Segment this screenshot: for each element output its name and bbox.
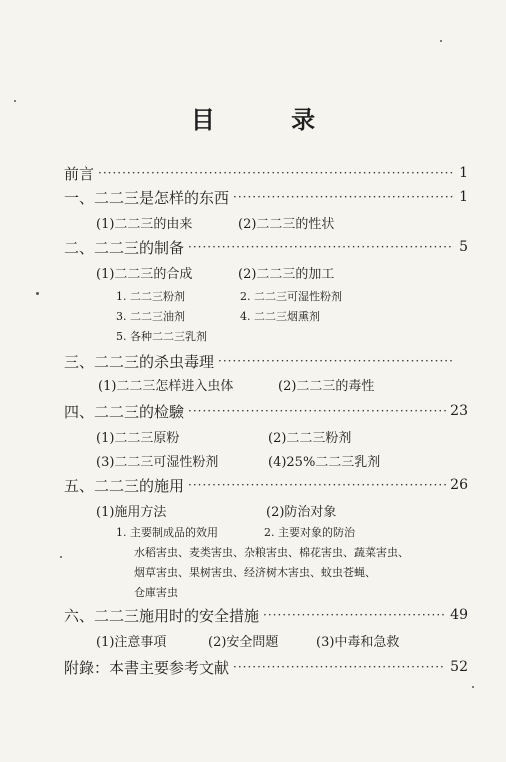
subentry-4-1: (1)二二三原粉	[96, 430, 180, 446]
subentry-3-1: (1)二二三怎样进入虫体	[98, 378, 234, 394]
subitem-5-2: 2. 主要对象的防治	[264, 526, 355, 539]
entry-label: 四、二二三的检驗	[64, 402, 185, 421]
scan-speck	[472, 686, 474, 688]
toc-entry-chapter-2	[64, 236, 468, 258]
subitem-2-5: 5. 各种二二三乳剂	[116, 330, 207, 343]
subentry-6-1: (1)注意事項	[96, 634, 167, 650]
scan-speck	[60, 556, 62, 558]
toc-entry-chapter-6	[64, 604, 468, 626]
subentry-4-3: (3)二二三可湿性粉剂	[96, 454, 219, 470]
dot-leader	[263, 608, 446, 622]
subentry-1-1: (1)二二三的由来	[96, 216, 193, 232]
subitem-2-3: 3. 二二三油剂	[116, 310, 185, 323]
subentry-6-2: (2)安全問題	[208, 634, 279, 650]
entry-label: 前言	[64, 164, 95, 183]
dot-leader	[188, 478, 446, 492]
dot-leader	[233, 660, 446, 674]
subentry-1-2: (2)二二三的性状	[238, 216, 335, 232]
entry-label: 五、二二三的施用	[64, 476, 185, 495]
subentry-5-1: (1)施用方法	[96, 504, 167, 520]
subentry-5-2: (2)防治对象	[266, 504, 337, 520]
entry-page: 1	[459, 189, 468, 205]
subitem-2-2: 2. 二二三可湿性粉剂	[240, 290, 342, 303]
entry-label: 三、二二三的杀虫毒理	[64, 352, 215, 371]
entry-label: 附錄：本書主要参考文献	[64, 658, 230, 677]
scan-speck	[440, 40, 442, 42]
toc-entry-chapter-5	[64, 474, 468, 496]
scan-speck	[14, 100, 16, 102]
entry-page: 1	[459, 165, 468, 181]
dot-leader	[98, 166, 454, 180]
entry-label: 二、二二三的制备	[64, 238, 185, 257]
toc-entry-appendix	[64, 656, 468, 678]
subentry-6-3: (3)中毒和急救	[316, 634, 400, 650]
dot-leader	[218, 354, 454, 368]
subentry-2-2: (2)二二三的加工	[238, 266, 335, 282]
entry-page: 5	[459, 239, 468, 255]
toc-entry-preface	[64, 162, 468, 184]
entry-label: 六、二二三施用时的安全措施	[64, 606, 260, 625]
scan-speck	[36, 292, 39, 295]
subitem-2-1: 1. 二二三粉剂	[116, 290, 185, 303]
pest-list-line-3: 仓庫害虫	[134, 586, 178, 599]
entry-page: 23	[450, 403, 468, 419]
subentry-3-2: (2)二二三的毒性	[278, 378, 375, 394]
subentry-2-1: (1)二二三的合成	[96, 266, 193, 282]
dot-leader	[188, 240, 454, 254]
subentry-4-4: (4)25%二二三乳剂	[268, 454, 381, 470]
entry-label: 一、二二三是怎样的东西	[64, 188, 230, 207]
subitem-5-1: 1. 主要制成品的效用	[116, 526, 218, 539]
dot-leader	[233, 190, 454, 204]
toc-entry-chapter-3	[64, 350, 468, 372]
subentry-4-2: (2)二二三粉剂	[268, 430, 352, 446]
subitem-2-4: 4. 二二三烟熏剂	[240, 310, 320, 323]
toc-entry-chapter-1	[64, 186, 468, 208]
dot-leader	[188, 404, 446, 418]
pest-list-line-2: 烟草害虫、果树害虫、经济树木害虫、蚊虫苍蝇、	[134, 566, 376, 579]
entry-page: 26	[450, 477, 468, 493]
pest-list-line-1: 水稻害虫、麦类害虫、杂粮害虫、棉花害虫、蔬菜害虫、	[134, 546, 409, 559]
page-title: 目 录	[190, 105, 350, 134]
toc-entry-chapter-4	[64, 400, 468, 422]
entry-page: 49	[450, 607, 468, 623]
entry-page: 52	[450, 659, 468, 675]
